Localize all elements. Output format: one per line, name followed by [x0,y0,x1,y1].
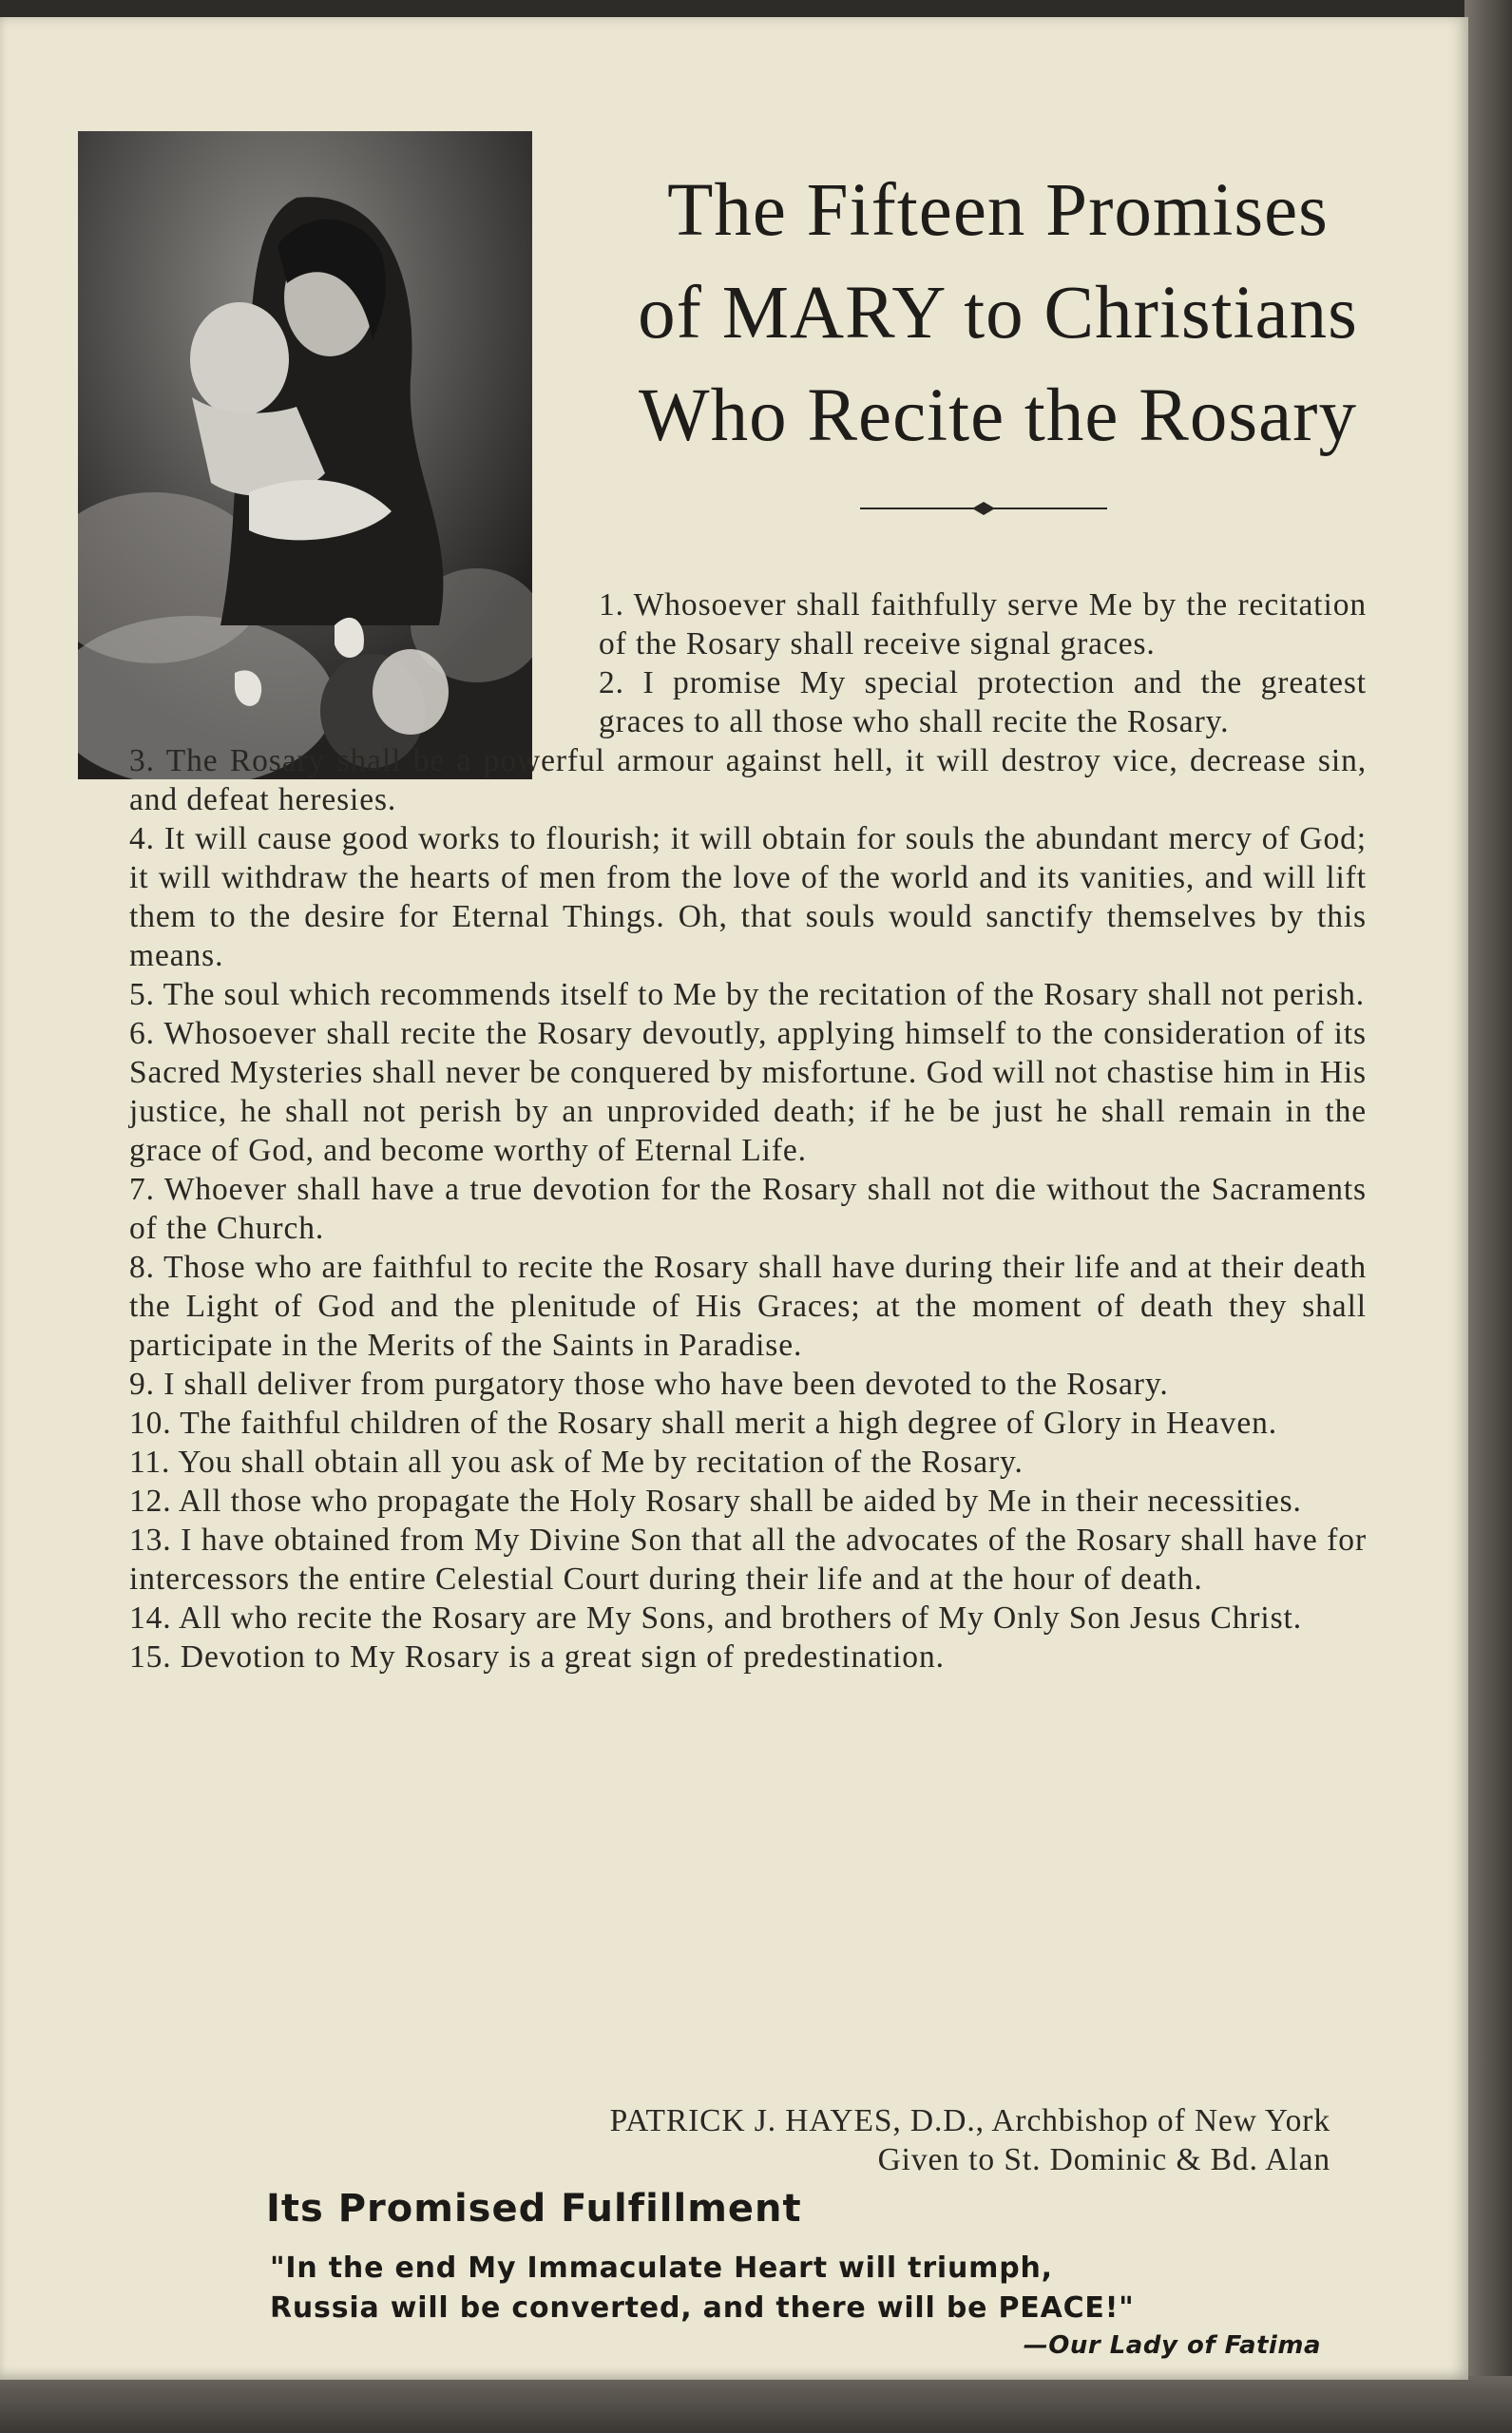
promise-12: 12. All those who propagate the Holy Rosary shall be aided by Me in their necessities. [129,1484,1302,1519]
promise-1: 1. Whosoever shall faithfully serve Me by the recitation of the Rosary shall receive signal graces. [599,587,1367,661]
attribution-line-1: PATRICK J. HAYES, D.D., Archbishop of New York [609,2103,1330,2138]
promise-14: 14. All who recite the Rosary are My Sons, and brothers of My Only Son Jesus Christ. [129,1600,1303,1636]
fulfillment-heading: Its Promised Fulfillment [266,2187,802,2231]
attribution-line-2: Given to St. Dominic & Bd. Alan [877,2142,1330,2177]
promise-15: 15. Devotion to My Rosary is a great sign of predestination. [129,1639,945,1675]
attribution [361,2101,1330,2179]
promises-list [129,585,1367,1676]
title-line-1: The Fifteen Promises [667,169,1329,252]
promise-8: 8. Those who are faithful to recite the Rosary shall have during their life and at their death the Light of God and the plenitude of His Graces; at the moment of death they shall participate in the Merits of the Saints in Paradise. [129,1250,1367,1363]
promise-2: 2. I promise My special protection and the greatest graces to all those who shall recite the Rosary. [599,665,1367,739]
background-bottom [0,2376,1512,2433]
promise-9: 9. I shall deliver from purgatory those who have been devoted to the Rosary. [129,1367,1169,1402]
promise-11: 11. You shall obtain all you ask of Me by recitation of the Rosary. [129,1445,1024,1480]
prayer-card [0,17,1468,2380]
quote-line-1: "In the end My Immaculate Heart will triumph, [270,2251,1053,2285]
promise-7: 7. Whoever shall have a true devotion for the Rosary shall not die without the Sacraments of the Church. [129,1172,1367,1246]
fatima-quote [270,2249,1315,2328]
promise-13: 13. I have obtained from My Divine Son that all the advocates of the Rosary shall have for intercessors the entire Celestial Court during their life and at the hour of death. [129,1523,1367,1597]
quote-line-2: Russia will be converted, and there will be PEACE!" [270,2291,1135,2325]
title-line-3: Who Recite the Rosary [639,374,1357,457]
quote-source: —Our Lady of Fatima [1023,2331,1321,2360]
promise-3: 3. The Rosary shall be a powerful armour against hell, it will destroy vice, decrease sin, and defeat heresies. [129,743,1367,817]
promise-10: 10. The faithful children of the Rosary shall merit a high degree of Glory in Heaven. [129,1406,1278,1441]
promise-6: 6. Whosoever shall recite the Rosary devoutly, applying himself to the consideration of its Sacred Mysteries shall never be conquered by misfortune. God will not chastise him in His justice, he shall not perish by an unprovided death; if he be just he shall remain in the grace of God, and become worthy of Eternal Life. [129,1016,1367,1168]
background-right [1464,0,1512,2433]
page-title [570,160,1426,468]
promise-5: 5. The soul which recommends itself to Me by the recitation of the Rosary shall not perish. [129,977,1366,1012]
ornamental-divider [860,497,1107,520]
promise-4: 4. It will cause good works to flourish; it will obtain for souls the abundant mercy of God; it will withdraw the hearts of men from the love of the world and its vanities, and will lift them to the desire for Eternal Things. Oh, that souls would sanctify themselves by this means. [129,821,1367,973]
title-line-2: of MARY to Christians [638,272,1358,354]
